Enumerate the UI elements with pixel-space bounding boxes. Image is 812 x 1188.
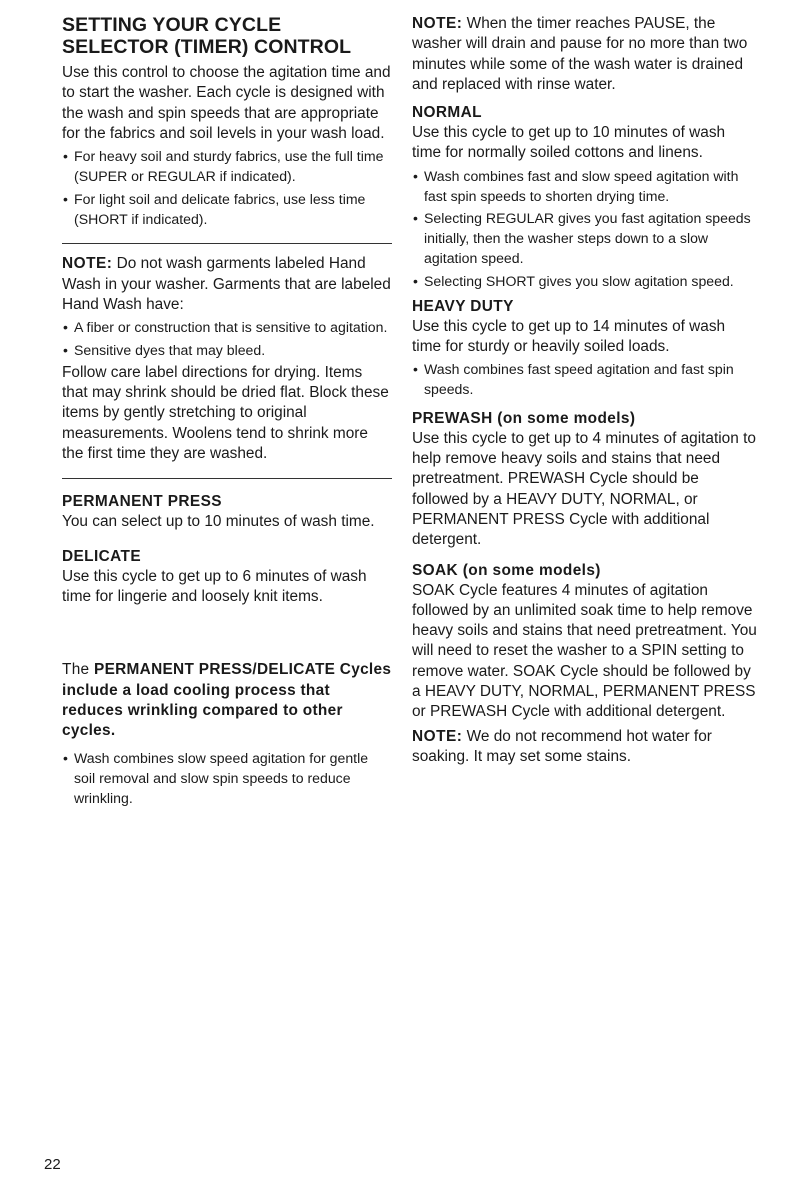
hand-wash-note: [62, 254, 392, 315]
delicate-heading: DELICATE: [62, 547, 142, 565]
pause-note: [412, 14, 757, 95]
care-label-paragraph: Follow care label directions for drying. Items that may shrink should be dried flat. Block these items by gently stretching to original measurements. Woolens tend to shrink more the first time they are washed.: [62, 363, 389, 463]
note-text: Do not wash garments labeled Hand Wash in your washer. Garments that are labeled Hand Wash have:: [62, 255, 391, 313]
list-item: • A fiber or construction that is sensitive to agitation.: [62, 318, 392, 338]
pp-delicate-paragraph: [62, 660, 392, 741]
prewash-text: Use this cycle to get up to 4 minutes of agitation to help remove heavy soils and stains that need pretreatment. PREWASH Cycle should be followed by a HEAVY DUTY, NORMAL, or PERMANENT PRESS Cycle with additional detergent.: [412, 429, 756, 549]
heavy-duty-text: Use this cycle to get up to 14 minutes of wash time for sturdy or heavily soiled loads.: [412, 317, 726, 355]
pp-delicate-bold: PERMANENT PRESS/DELICATE Cycles include a load cooling process that reduces wrinkling compared to other cycles.: [62, 661, 392, 740]
list-item: • For heavy soil and sturdy fabrics, use the full time (SUPER or REGULAR if indicated).: [62, 147, 392, 187]
heavy-duty-heading: HEAVY DUTY: [412, 297, 514, 315]
left-column: [62, 14, 392, 809]
section-divider: [62, 478, 392, 479]
soak-heading: SOAK (on some models): [412, 561, 601, 579]
list-item: • Sensitive dyes that may bleed.: [62, 341, 392, 361]
pp-delicate-bullet-list: [62, 749, 392, 808]
list-item: • Wash combines fast speed agitation and fast spin speeds.: [412, 360, 757, 400]
note-text: We do not recommend hot water for soaking. It may set some stains.: [412, 727, 712, 765]
list-item: • Selecting SHORT gives you slow agitation speed.: [412, 272, 757, 292]
list-item: • Wash combines fast and slow speed agitation with fast spin speeds to shorten drying time.: [412, 167, 757, 207]
permanent-press-text: You can select up to 10 minutes of wash time.: [62, 513, 375, 531]
list-item: • Wash combines slow speed agitation for gentle soil removal and slow spin speeds to reduce wrinkling.: [62, 749, 392, 808]
note-text: When the timer reaches PAUSE, the washer will drain and pause for no more than two minutes while some of the wash water is drained and replaced with rinse water.: [412, 15, 748, 93]
soak-note: [412, 727, 757, 768]
list-item: • Selecting REGULAR gives you fast agitation speeds initially, then the washer steps down to a slow agitation speed.: [412, 209, 757, 268]
normal-text: Use this cycle to get up to 10 minutes of wash time for normally soiled cottons and linens.: [412, 124, 726, 162]
pp-delicate-lead: The: [62, 661, 94, 679]
right-column: [412, 14, 757, 767]
title-line-1: SETTING YOUR CYCLE: [62, 14, 282, 36]
note-label: NOTE:: [412, 15, 463, 32]
note-label: NOTE:: [412, 727, 463, 745]
normal-bullet-list: [412, 167, 757, 292]
heavy-duty-bullet-list: [412, 360, 757, 400]
title-line-2: SELECTOR (TIMER) CONTROL: [62, 36, 352, 58]
page-title: [62, 14, 392, 58]
note-bullet-list: [62, 318, 392, 361]
page-number: 22: [44, 1156, 61, 1173]
intro-bullet-list: [62, 147, 392, 229]
list-item: • For light soil and delicate fabrics, use less time (SHORT if indicated).: [62, 190, 392, 230]
normal-heading: NORMAL: [412, 104, 482, 122]
soak-text: SOAK Cycle features 4 minutes of agitation followed by an unlimited soak time to help remove heavy soils and stains that need pretreatment. You will need to reset the washer to a SPIN setting to remove water. SOAK Cycle should be followed by a HEAVY DUTY, NORMAL, PERMANENT PRESS or PREWASH Cycle with additional detergent.: [412, 581, 757, 721]
section-divider: [62, 243, 392, 244]
delicate-text: Use this cycle to get up to 6 minutes of wash time for lingerie and loosely knit items.: [62, 567, 367, 605]
prewash-heading: PREWASH (on some models): [412, 409, 636, 427]
intro-paragraph: Use this control to choose the agitation time and to start the washer. Each cycle is designed with the wash and spin speeds that are appropriate for the fabrics and soil levels in your wash load.: [62, 64, 391, 142]
note-label: NOTE:: [62, 255, 113, 273]
permanent-press-heading: PERMANENT PRESS: [62, 493, 222, 511]
